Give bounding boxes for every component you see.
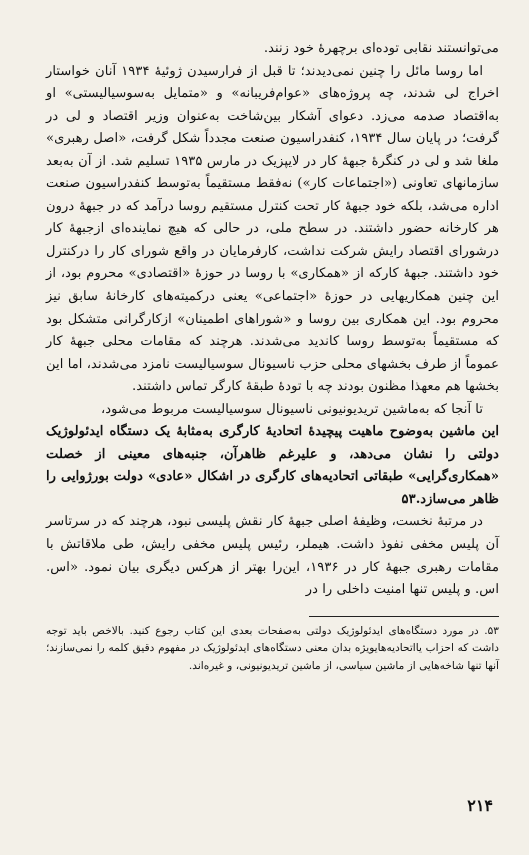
page-number: ۲۱۴	[467, 796, 493, 815]
paragraph-1: می‌توانستند نقابی توده‌ای برچهرهٔ خود زنند.	[263, 41, 499, 56]
footnote-53: ۵۳. در مورد دستگاه‌های ایدئولوژیک دولتی به‌صفحات بعدی این کتاب رجوع کنید. بالاخص باید توجه داشت که احزاب یااتحادیه‌هایویژه بدان معنی دستگاه‌های ایدئولوژیک در مفهوم دقیق کلمه را نمی‌سازند؛ آنها تنها شاخه‌هایی از ماشین سیاسی، از ماشین تریدیونیونی، و غیره‌اند.	[46, 624, 499, 672]
body-text	[46, 38, 499, 602]
paragraph-5: در مرتبهٔ نخست، وظیفهٔ اصلی جبههٔ کار نقش پلیسی نبود، هرچند که در سرتاسر آن پلیس مخفی نفوذ داشت. هیملر، رئیس پلیس مخفی رایش، طی ملاقاتش با مقامات رهبری جبههٔ کار در ۱۹۳۶، این‌را بهتر از هرکس دیگری بیان نمود. «اس. اس. و پلیس تنها امنیت داخلی را در	[46, 514, 500, 598]
paragraph-3: تا آنجا که به‌ماشین تریدیونیونی ناسیونال سوسیالیست مربوط می‌شود،	[101, 401, 483, 417]
footnote-divider	[309, 616, 499, 617]
paragraph-4-emphasis: این ماشین به‌وضوح ماهیت پیچیدهٔ اتحادیهٔ کارگری به‌مثابهٔ یک دستگاه ایدئولوژیک دولتی را نشان می‌دهد، و علیرغم ظاهرآن، جنبه‌های معینی از خصلت «همکاری‌گرایی» طبقاتی اتحادیه‌های کارگری در اشکال «عادی» دولت بورژوایی را ظاهر می‌سازد.۵۳	[46, 424, 499, 507]
paragraph-2: اما روسا مائل را چنین نمی‌دیدند؛ تا قبل از فرارسیدن ژوئیهٔ ۱۹۳۴ آنان خواستار اخراج لی شدند، چه پروژه‌های «عوام‌فریبانه» و «متمایل به‌سوسیالیستی» او به‌اقتصاد صدمه می‌زد. دعوای آشکار بین‌شاخت به‌عنوان وزیر اقتصاد و لی در گرفت؛ در پایان سال ۱۹۳۴، کنفدراسیون صنعت مجدداً شکل گرفت، «اصل رهبری» ملغا شد و لی در کنگرهٔ جبههٔ کار در لایپزیک در مارس ۱۹۳۵ تسلیم شد. از آن به‌بعد سازمانهای تعاونی («اجتماعات کار») نه‌فقط مستقیماً به‌توسط کنفدراسیون صنعت اداره می‌شد، بلکه خود جبههٔ کار تحت کنترل مستقیم روسا درآمد که در جبههٔ درون هر کارخانه حضور داشتند. در سطح ملی، در حالی که هیچ نماینده‌ای ازجبههٔ کار درشورای اقتصاد رایش شرکت نداشت، کارفرمایان در واقع شورای کار را درکنترل خود داشتند. جبههٔ کارکه از «همکاری» با روسا در حوزهٔ «اقتصادی» محروم بود، از این چنین همکاریهایی در حوزهٔ «اجتماعی» یعنی درکمیته‌های کارخانهٔ سابق نیز محروم بود. این همکاری بین روسا و «شوراهای اطمینان» ازکارگرانی متشکل بود که مستقیماً به‌توسط روسا کاندید می‌شدند. هرچند که مقامات محلی جبههٔ کار عموماً از طرف بخشهای محلی حزب ناسیونال سوسیالیست نامزد می‌شدند، اما این بخشها هم معهذا مظنون بودند چه با تودهٔ طبقهٔ کارگر تماس داشتند.	[46, 63, 499, 395]
